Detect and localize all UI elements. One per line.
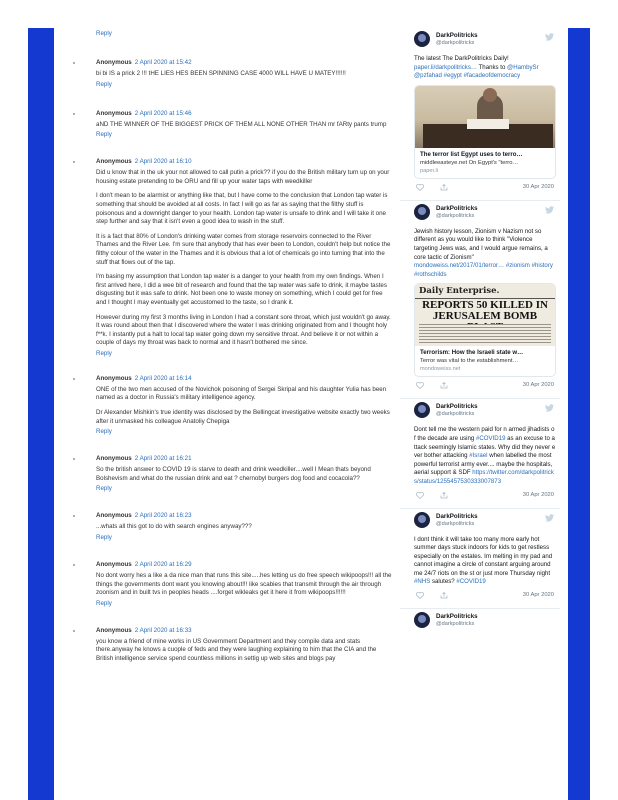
share-icon[interactable] [440,382,448,389]
comment-text: ONE of the two men accused of the Novichok poisoning of Sergei Skripal and his daughter Yulia has been named as a doctor in Russia's military intelligence agency. [96,385,387,402]
right-blue-frame [568,28,590,800]
comment-text: No dont worry hes a like a da nice man that runs this site.....hes letting us do free speech wikipoops!!! all the things the governments dont want you knowing about!!! like scabies that transmit through the air through zoonism and in built tvs in peoples heads ....forget wikleaks get it here it from wikipoops!!!!!! [96,572,392,597]
comment-date-link[interactable]: 2 April 2020 at 16:29 [134,561,192,569]
bullet [73,62,75,64]
reply-link[interactable]: Reply [96,428,112,436]
reply-link[interactable]: Reply [96,349,112,357]
hashtag-link[interactable]: #COVID19 [476,434,506,442]
tweet-text [414,55,556,81]
comment-text: you know a friend of mine works in US Government Department and they compile data and stats there.anyway he knows a cuople of feds and they were laughing explaining to him that the CIA and the British intelligence service spend countless millions in settig up web sites and blogs pay [96,637,377,662]
comment-1 [62,58,392,89]
reply-link[interactable]: Reply [96,80,112,88]
newspaper-headline: JERUSALEM BOMB [432,310,538,323]
tweet [400,28,560,201]
left-blue-frame [28,28,54,800]
bullet [73,161,75,163]
tweet-link[interactable]: mondoweiss.net/2017/01/terror… [414,262,505,270]
tweet-author-handle[interactable]: @darkpolitricks [436,411,475,418]
twitter-bird-icon[interactable] [545,33,554,41]
tweet-link[interactable]: paper.li/darkpolitricks… [414,63,477,71]
comment-text: So the british answer to COVID 19 is starve to death and drink weedkiller....well I Mean thats beyond Bolshevism and what do the russian drink and eat ? chernobyl burgers dog food and cocacola?? [96,466,371,482]
tweet-text-segment: salutes? [430,578,457,586]
tweet-text [414,228,556,280]
comment-date-link[interactable]: 2 April 2020 at 16:23 [134,512,192,520]
hashtag-link[interactable]: #egypt [443,72,462,80]
link-card[interactable] [414,85,556,179]
hashtag-link[interactable]: #history [531,262,553,270]
comment-text: Dr Alexander Mishkin's true identity was disclosed by the Bellingcat investigative website exactly two weeks after it unmasked his colleague Anatoliy Chepiga [96,409,390,425]
comment-3 [62,157,392,358]
tweet-date-link[interactable]: 30 Apr 2020 [522,382,554,389]
comment-text: aND THE WINNER OF THE BIGGEST PRICK OF THEM ALL NONE OTHER THAN mr fARty pants trump [96,120,387,128]
tweet-text [414,426,556,486]
comment-6 [62,511,392,542]
reply-link[interactable]: Reply [96,131,112,139]
tweet-date-link[interactable]: 30 Apr 2020 [522,491,554,498]
tweet-author-name[interactable]: DarkPolitricks [436,32,478,39]
comment-date-link[interactable]: 2 April 2020 at 15:42 [134,59,192,66]
tweet-text-segment: when labelled the most powerful terrorist army ever.... maybe the hospitals, aerial support & SDF [414,452,553,477]
hashtag-link[interactable]: #rothschilds [414,270,447,278]
avatar[interactable] [414,204,430,220]
link-card[interactable] [414,283,556,377]
bullet [73,458,75,460]
comment-8 [62,626,392,664]
comment-text: However during my first 3 months living in London I had a constant sore throat, which just wouldn't go away. It was round about then that I discovered where the water I was drinking originated from and I thought holy f**k. I instantly put a halt to local tap water going down my sensitive throat. And believe it or not within a couple of days my throat was back to normal and it hasn't bothered me since. [96,313,391,347]
hashtag-link[interactable]: #zionism [505,262,530,270]
card-image [415,86,555,148]
tweet-text [414,536,556,588]
share-icon[interactable] [440,492,448,499]
tweet [400,509,560,610]
comment-date-link[interactable]: 2 April 2020 at 16:14 [134,374,192,382]
share-icon[interactable] [440,184,448,191]
hashtag-link[interactable]: #facadeofdemocracy [463,72,521,80]
heart-icon[interactable] [416,382,424,389]
tweet-text-segment: Dont tell me the western paid for n armed jihadists of the decade are using [414,426,555,442]
comment-author: Anonymous [96,109,132,117]
comment-4 [62,374,392,436]
comment-author: Anonymous [96,374,132,382]
tweet-author-name[interactable]: DarkPolitricks [436,204,478,212]
twitter-timeline [400,28,560,800]
comment-7 [62,560,392,608]
avatar[interactable] [414,512,430,528]
tweet-author-name[interactable]: DarkPolitricks [436,403,478,411]
card-title: The terror list Egypt uses to terro… [420,150,523,158]
tweet-author-handle[interactable]: @darkpolitricks [436,40,475,46]
comment-text: ...whats all this got to do with search engines anyway??? [96,523,252,531]
heart-icon[interactable] [416,184,424,191]
tweet-text-segment: Jewish history lesson, Zionism v Nazism not so different as you would like to think "Violence targeting Jews was, and I would argue remains, a core tactic of Zionism" [414,227,548,261]
avatar[interactable] [414,402,430,418]
bullet [73,564,75,566]
tweet-author-handle[interactable]: @darkpolitricks [436,621,475,628]
comment-5 [62,454,392,493]
tweet-author-name[interactable]: DarkPolitricks [436,512,478,520]
card-domain: paper.li [420,167,439,174]
comment-author: Anonymous [96,455,132,463]
comment-date-link[interactable]: 2 April 2020 at 16:21 [134,455,192,463]
comment-date-link[interactable]: 2 April 2020 at 16:33 [134,626,192,634]
avatar[interactable] [414,31,430,47]
reply-link[interactable]: Reply [96,485,112,493]
heart-icon[interactable] [416,492,424,499]
comment-author: Anonymous [96,59,132,66]
comment-author: Anonymous [96,512,132,520]
tweet [400,201,560,400]
comment-0 [62,29,392,45]
bullet [73,378,75,380]
mention-link[interactable]: @HambySr [507,63,539,71]
comment-author: Anonymous [96,626,132,634]
comment-author: Anonymous [96,561,132,569]
tweet-text-segment: The latest The DarkPolitricks Daily! [414,55,509,62]
comments-column [62,28,392,800]
tweet-text-segment: as an excuse to attack seemingly Islamic states. Why did they never ever bother attacking [414,434,556,460]
card-domain: mondoweiss.net [420,366,461,373]
twitter-bird-icon[interactable] [545,404,554,412]
comment-2 [62,109,392,140]
twitter-bird-icon[interactable] [545,206,554,214]
comment-text: It is a fact that 80% of London's drinking water comes from storage reservoirs connected to the River Thames and the River Lee. I'm sure that anybody that has ever been to London, couldn't help but notice the filthy colour of the water in the Thames and it is obvious that a lot of chemicals go into turning that into the stuff that flows out of the tap. [96,232,391,266]
tweet-date-link[interactable]: 30 Apr 2020 [522,592,554,599]
comment-date-link[interactable]: 2 April 2020 at 15:46 [134,109,192,117]
card-title: Terrorism: How the Israeli state w… [420,349,524,357]
hashtag-link[interactable]: #NHS [414,578,431,586]
comment-author: Anonymous [96,158,132,166]
mention-link[interactable]: @pzfahad [414,72,442,80]
card-description: Terror was vital to the establishment… [420,358,519,365]
hashtag-link[interactable]: #COVID19 [456,578,486,586]
tweet-author-handle[interactable]: @darkpolitricks [436,212,475,219]
bullet [73,113,75,115]
comment-date-link[interactable]: 2 April 2020 at 16:10 [134,158,192,166]
tweet-date-link[interactable]: 30 Apr 2020 [522,183,554,190]
tweet-author-name[interactable]: DarkPolitricks [436,613,478,621]
newspaper-masthead: Daily Enterprise. [415,284,555,299]
tweet-link[interactable]: https://twitter.com/darkpolitricks/status/1255457530333007873 [414,469,554,485]
comment-text: bi bi IS a prick 2 !!! tHE LIES HES BEEN SPINNING CASE 4000 WILL HAVE U MATEY!!!!!! [96,70,346,77]
reply-link[interactable]: Reply [96,599,112,607]
comment-text: Did u know that in the uk your not allowed to call putin a prick?? if you do the British military turn up on your housing estate pretending to be ORU and fill up your water taps with weedkiller [96,169,390,185]
comment-text: I'm basing my assumption that London tap water is a danger to your health from my own findings. When I first arrived here, I did a wee bit of research and found that the tap water was safe to drink, it maybe tastes disgusting but it was safe to drink. Not been one to waste money on something, which I could get for free and I thought I may eventually get accustomed to the taste, so I drank it. [96,273,387,306]
newspaper-headline: REPORTS 50 KILLED IN [422,299,548,312]
tweet-text-segment: Thanks to [477,63,508,71]
heart-icon[interactable] [416,592,424,599]
avatar[interactable] [414,612,430,628]
tweet [400,399,560,508]
card-description: middleeasteye.net On Egypt's "terro… [420,159,519,166]
twitter-bird-icon[interactable] [545,514,554,522]
reply-link[interactable]: Reply [96,534,112,542]
tweet [400,609,560,638]
reply-link[interactable]: Reply [96,30,112,37]
hashtag-link[interactable]: #Israel [469,452,488,460]
bullet [73,630,75,632]
tweet-text-segment: I dont think it will take too many more early hot summer days stuck indoors for kids to get restless especially on the estates. Im melting in my pad and cannot imagine a circle of constant arguing around me 24/7 riots on the st or just more Thursday night [414,535,553,577]
card-image [415,284,555,346]
tweet-author-handle[interactable]: @darkpolitricks [436,520,475,527]
comment-text: I don't mean to be alarmist or anything like that, but I have come to the conclusion that London tap water is something that should be avoided at all costs. In fact I will go as far as saying that the filthy stuff is poisonous and a downright danger to your health. London tap water is unsafe to drink and I will take it one step further and say that it isn't even a good idea to wash in the stuff. [96,192,388,226]
share-icon[interactable] [440,592,448,599]
bullet [73,515,75,517]
